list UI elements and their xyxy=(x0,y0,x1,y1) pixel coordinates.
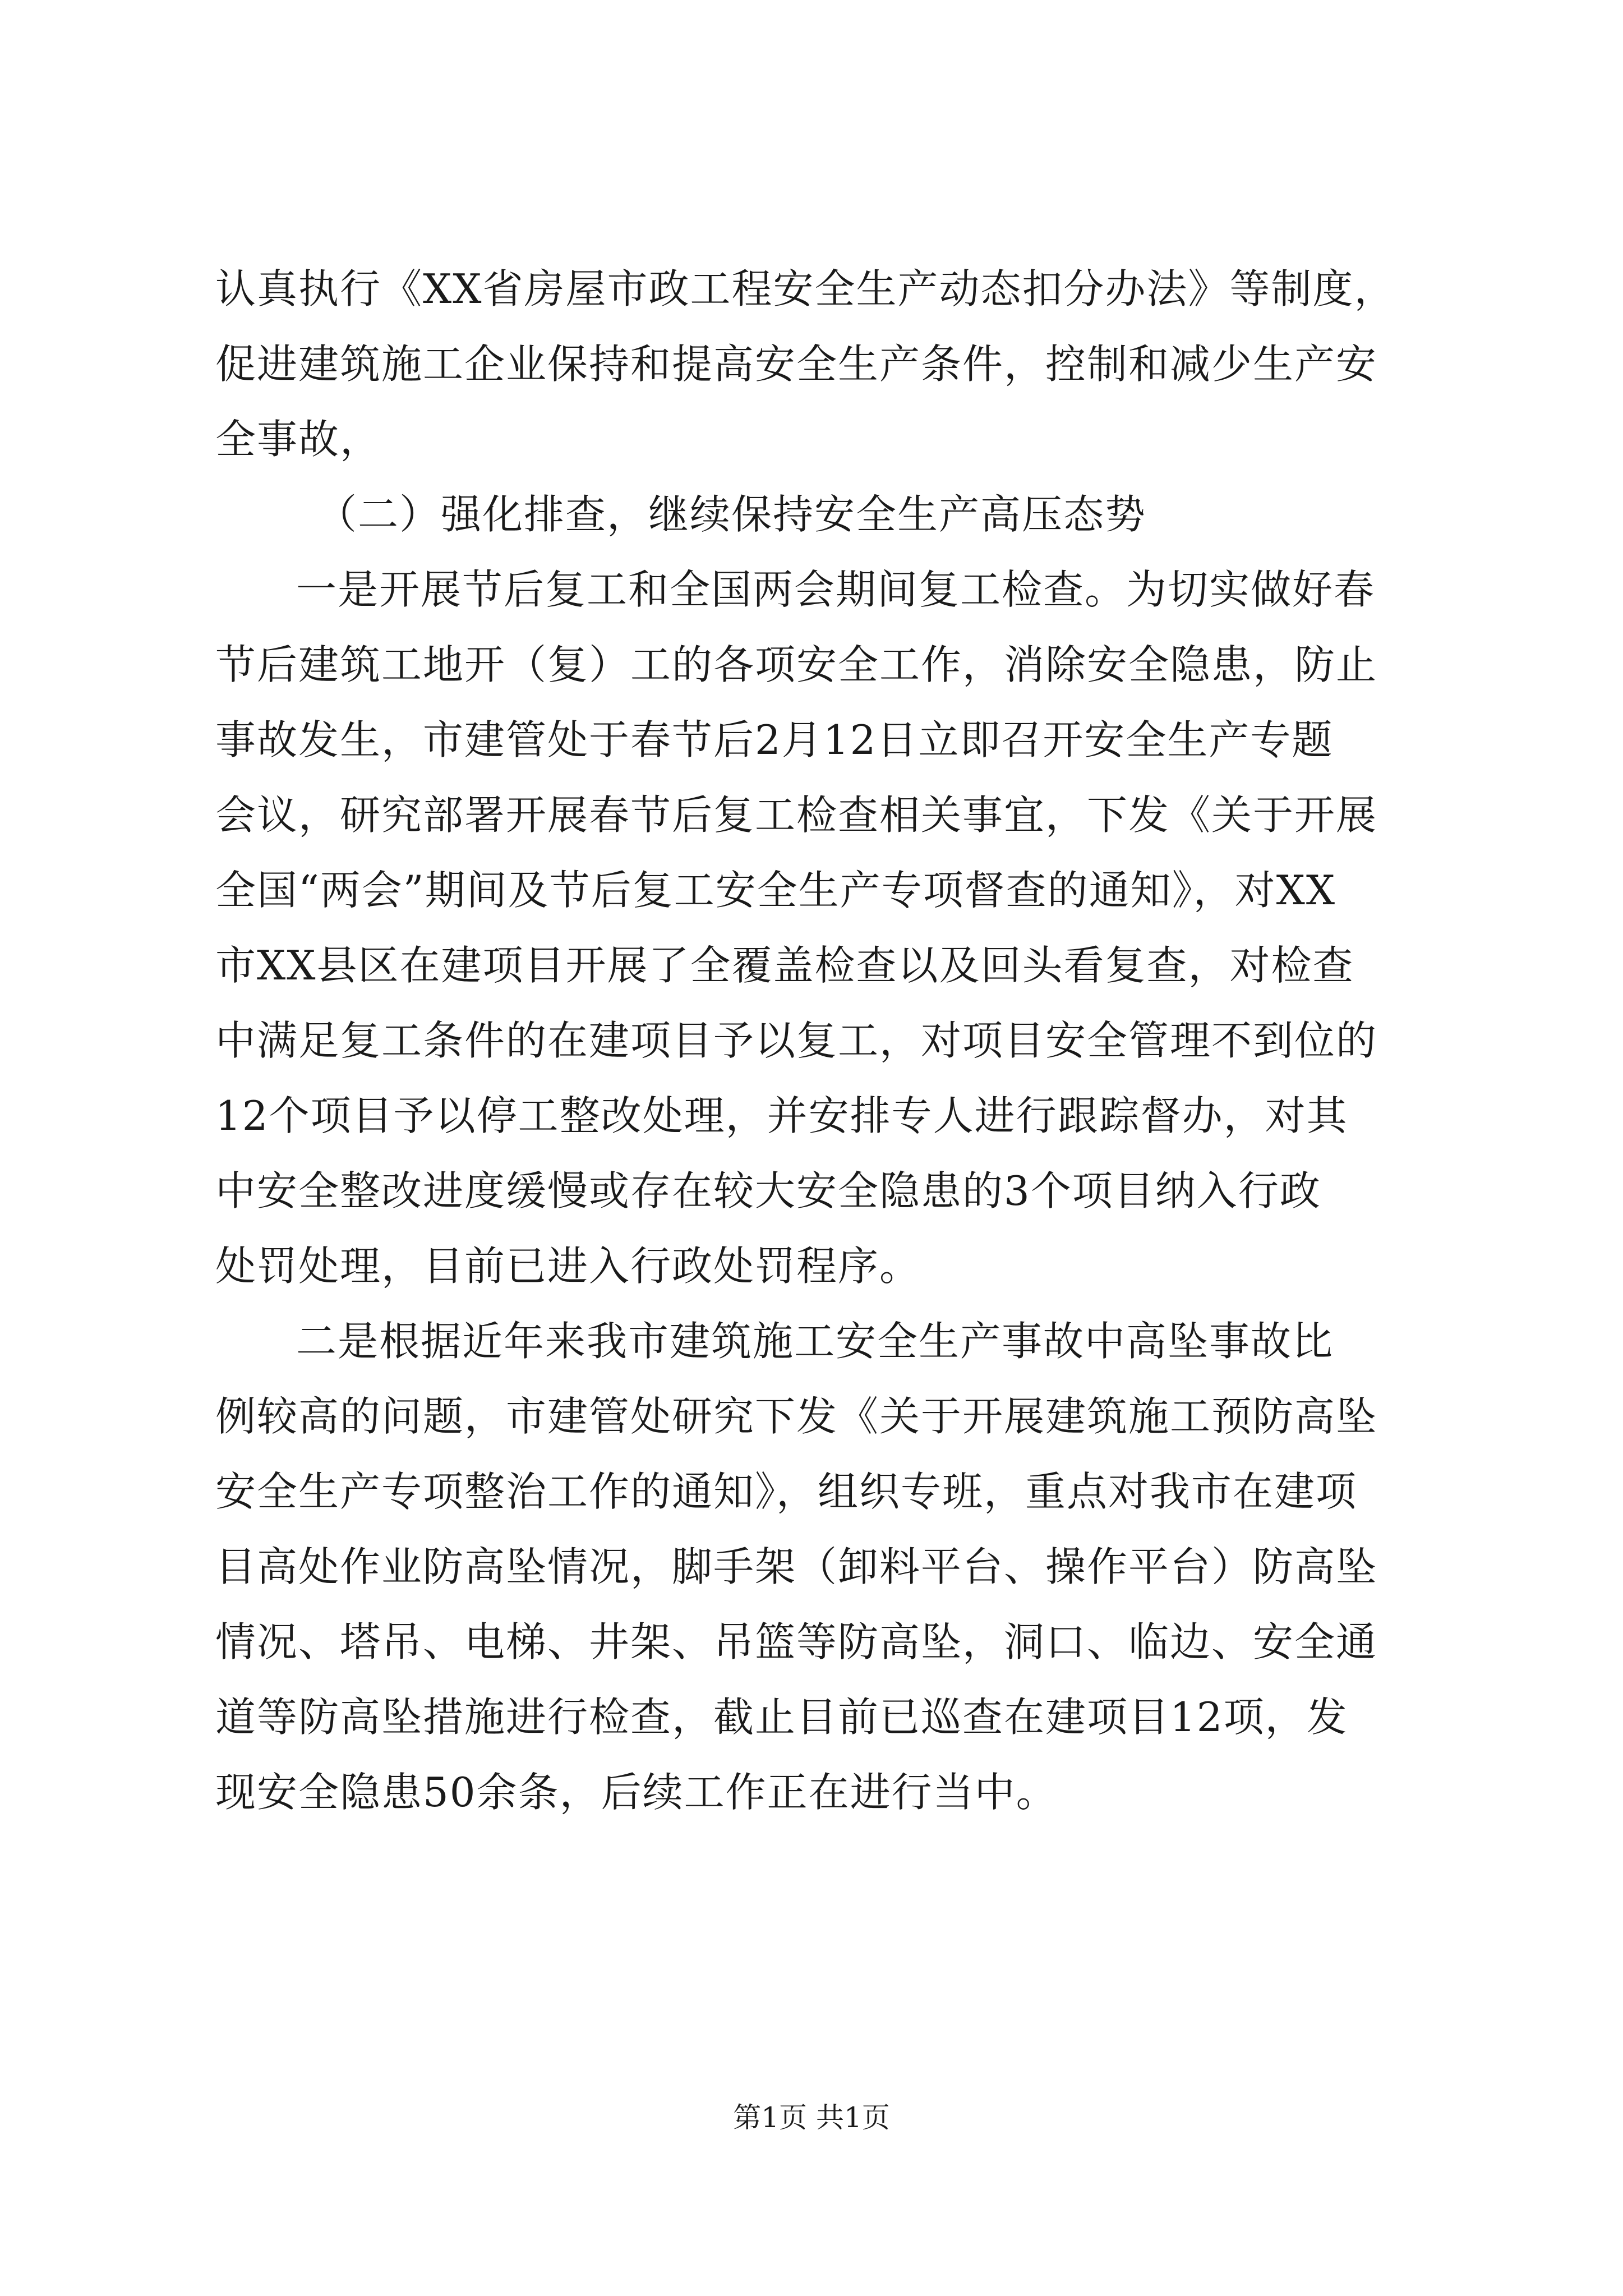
text-line: 现安全隐患50余条，后续工作正在进行当中。 xyxy=(215,1769,1058,1816)
text-line: 情况、塔吊、电梯、井架、吊篮等防高坠，洞口、临边、安全通 xyxy=(215,1618,1378,1665)
section-heading: （二）强化排查，继续保持安全生产高压态势 xyxy=(316,491,1147,538)
text-line: 全事故， xyxy=(215,416,382,463)
text-line: 市XX县区在建项目开展了全覆盖检查以及回头看复查，对检查 xyxy=(215,942,1354,989)
text-line: 节后建筑工地开（复）工的各项安全工作，消除安全隐患，防止 xyxy=(215,641,1378,688)
paragraph-first-line: 二是根据近年来我市建筑施工安全生产事故中高坠事故比 xyxy=(296,1318,1334,1365)
text-line: 会议，研究部署开展春节后复工检查相关事宜，下发《关于开展 xyxy=(215,792,1378,839)
text-line: 中安全整改进度缓慢或存在较大安全隐患的3个项目纳入行政 xyxy=(215,1167,1321,1214)
text-line: 中满足复工条件的在建项目予以复工，对项目安全管理不到位的 xyxy=(215,1017,1378,1064)
paragraph-first-line: 一是开展节后复工和全国两会期间复工检查。为切实做好春 xyxy=(296,566,1376,613)
text-line: 全国“两会”期间及节后复工安全生产专项督查的通知》，对XX xyxy=(215,867,1336,914)
text-line: 事故发生，市建管处于春节后2月12日立即召开安全生产专题 xyxy=(215,716,1334,763)
page-footer xyxy=(0,2101,1623,2134)
document-body xyxy=(215,251,1421,1830)
text-line: 安全生产专项整治工作的通知》，组织专班，重点对我市在建项 xyxy=(215,1468,1358,1515)
text-line: 认真执行《XX省房屋市政工程安全生产动态扣分办法》等制度， xyxy=(215,265,1396,312)
text-line: 例较高的问题，市建管处研究下发《关于开展建筑施工预防高坠 xyxy=(215,1393,1378,1440)
text-line: 道等防高坠措施进行检查，截止目前已巡查在建项目12项，发 xyxy=(215,1694,1348,1741)
page-number-label: 第1页 共1页 xyxy=(733,2101,890,2134)
text-line: 目高处作业防高坠情况，脚手架（卸料平台、操作平台）防高坠 xyxy=(215,1543,1378,1590)
text-line: 处罚处理，目前已进入行政处罚程序。 xyxy=(215,1243,921,1290)
text-line: 12个项目予以停工整改处理，并安排专人进行跟踪督办，对其 xyxy=(215,1092,1348,1139)
text-line: 促进建筑施工企业保持和提高安全生产条件，控制和减少生产安 xyxy=(215,341,1378,388)
